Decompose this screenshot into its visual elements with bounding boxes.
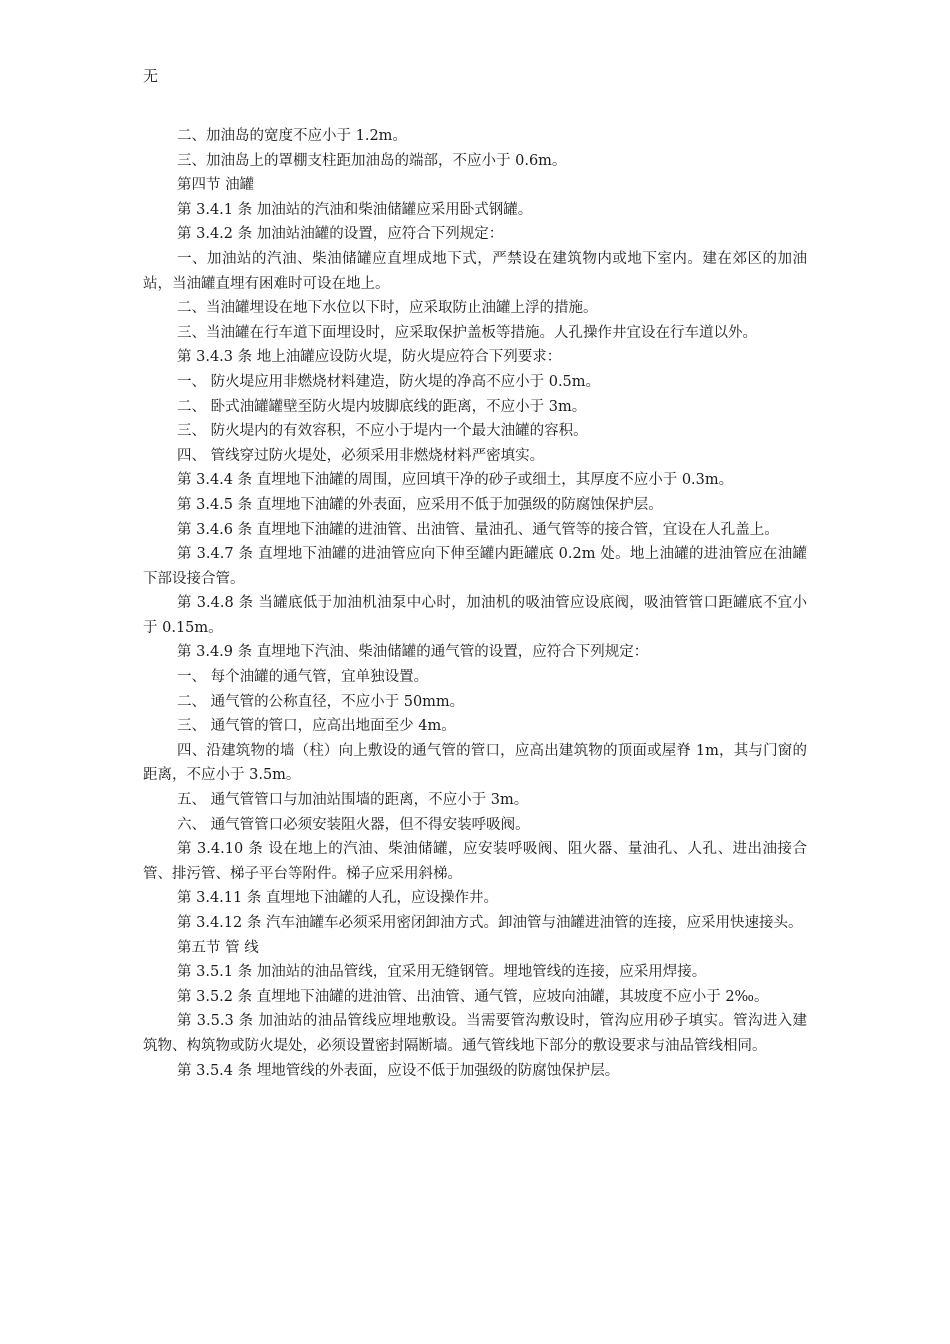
- paragraph: 第 3.4.10 条 设在地上的汽油、柴油储罐，应安装呼吸阀、阻火器、量油孔、人孔、进出油接合管、排污管、梯子平台等附件。梯子应采用斜梯。: [143, 841, 807, 882]
- paragraph: 二、当油罐埋设在地下水位以下时，应采取防止油罐上浮的措施。: [177, 300, 598, 317]
- paragraph: 二、 卧式油罐罐壁至防火堤内坡脚底线的距离，不应小于 3m。: [177, 398, 587, 415]
- paragraph: 一、加油站的汽油、柴油储罐应直埋成地下式，严禁设在建筑物内或地下室内。建在郊区的加油站，当油罐直埋有困难时可设在地上。: [143, 250, 807, 292]
- paragraph: 一、 防火堤应用非燃烧材料建造，防火堤的净高不应小于 0.5m。: [177, 373, 601, 390]
- paragraph: 第 3.5.4 条 埋地管线的外表面，应设不低于加强级的防腐蚀保护层。: [177, 1062, 620, 1079]
- paragraph: 三、 通气管的管口，应高出地面至少 4m。: [177, 718, 456, 735]
- paragraph: 第 3.4.8 条 当罐底低于加油机油泵中心时，加油机的吸油管应设底阀，吸油管管口距罐底不宜小于 0.15m。: [143, 595, 807, 636]
- paragraph: 第 3.5.2 条 直埋地下油罐的进油管、出油管、通气管，应坡向油罐，其坡度不应小于 2‰。: [177, 988, 769, 1005]
- paragraph: 第 3.4.9 条 直埋地下汽油、柴油储罐的通气管的设置，应符合下列规定：: [177, 644, 649, 661]
- paragraph: 第 3.4.11 条 直埋地下油罐的人孔，应设操作井。: [177, 890, 498, 907]
- paragraph: 第 3.4.2 条 加油站油罐的设置，应符合下列规定：: [177, 226, 504, 243]
- paragraph: 第 3.4.1 条 加油站的汽油和柴油储罐应采用卧式钢罐。: [177, 201, 533, 218]
- paragraph: 第 3.5.1 条 加油站的油品管线，宜采用无缝钢管。埋地管线的连接，应采用焊接。: [177, 964, 707, 981]
- paragraph: 五、 通气管管口与加油站围墙的距离，不应小于 3m。: [177, 792, 529, 809]
- paragraph: 第 3.4.6 条 直埋地下油罐的进油管、出油管、量油孔、通气管等的接合管，宜设在人孔盖上。: [177, 521, 779, 538]
- section-heading: 第五节 管 线: [177, 939, 259, 956]
- document-body: [143, 124, 807, 1083]
- paragraph: 二、加油岛的宽度不应小于 1.2m。: [177, 128, 407, 144]
- paragraph: 四、沿建筑物的墙（柱）向上敷设的通气管的管口，应高出建筑物的顶面或屋脊 1m，其与门窗的距离，不应小于 3.5m。: [143, 742, 807, 784]
- paragraph: 第 3.4.4 条 直埋地下油罐的周围，应回填干净的砂子或细土，其厚度不应小于 0.3m。: [177, 472, 734, 489]
- paragraph: 第 3.4.3 条 地上油罐应设防火堤，防火堤应符合下列要求：: [177, 349, 562, 366]
- paragraph: 六、 通气管管口必须安装阻火器，但不得安装呼吸阀。: [177, 816, 530, 833]
- paragraph: 四、 管线穿过防火堤处，必须采用非燃烧材料严密填实。: [177, 447, 545, 464]
- paragraph: 第 3.4.7 条 直埋地下油罐的进油管应向下伸至罐内距罐底 0.2m 处。地上油罐的进油管应在油罐下部设接合管。: [143, 546, 807, 587]
- paragraph: 二、 通气管的公称直径，不应小于 50mm。: [177, 693, 465, 710]
- paragraph: 第 3.5.3 条 加油站的油品管线应埋地敷设。当需要管沟敷设时，管沟应用砂子填实。管沟进入建筑物、构筑物或防火堤处，必须设置密封隔断墙。通气管线地下部分的敷设要求与油品管线相同。: [143, 1013, 807, 1054]
- paragraph: 三、加油岛上的罩棚支柱距加油岛的端部，不应小于 0.6m。: [177, 152, 567, 169]
- paragraph: 一、 每个油罐的通气管，宜单独设置。: [177, 669, 429, 686]
- page-header: 无: [143, 67, 159, 85]
- paragraph: 三、 防火堤内的有效容积，不应小于堤内一个最大油罐的容积。: [177, 423, 588, 440]
- section-heading: 第四节 油罐: [177, 177, 255, 194]
- paragraph: 第 3.4.5 条 直埋地下油罐的外表面，应采用不低于加强级的防腐蚀保护层。: [177, 496, 663, 513]
- paragraph: 第 3.4.12 条 汽车油罐车必须采用密闭卸油方式。卸油管与油罐进油管的连接，应采用快速接头。: [177, 915, 803, 931]
- paragraph: 三、当油罐在行车道下面埋设时，应采取保护盖板等措施。人孔操作井宜设在行车道以外。: [177, 324, 757, 341]
